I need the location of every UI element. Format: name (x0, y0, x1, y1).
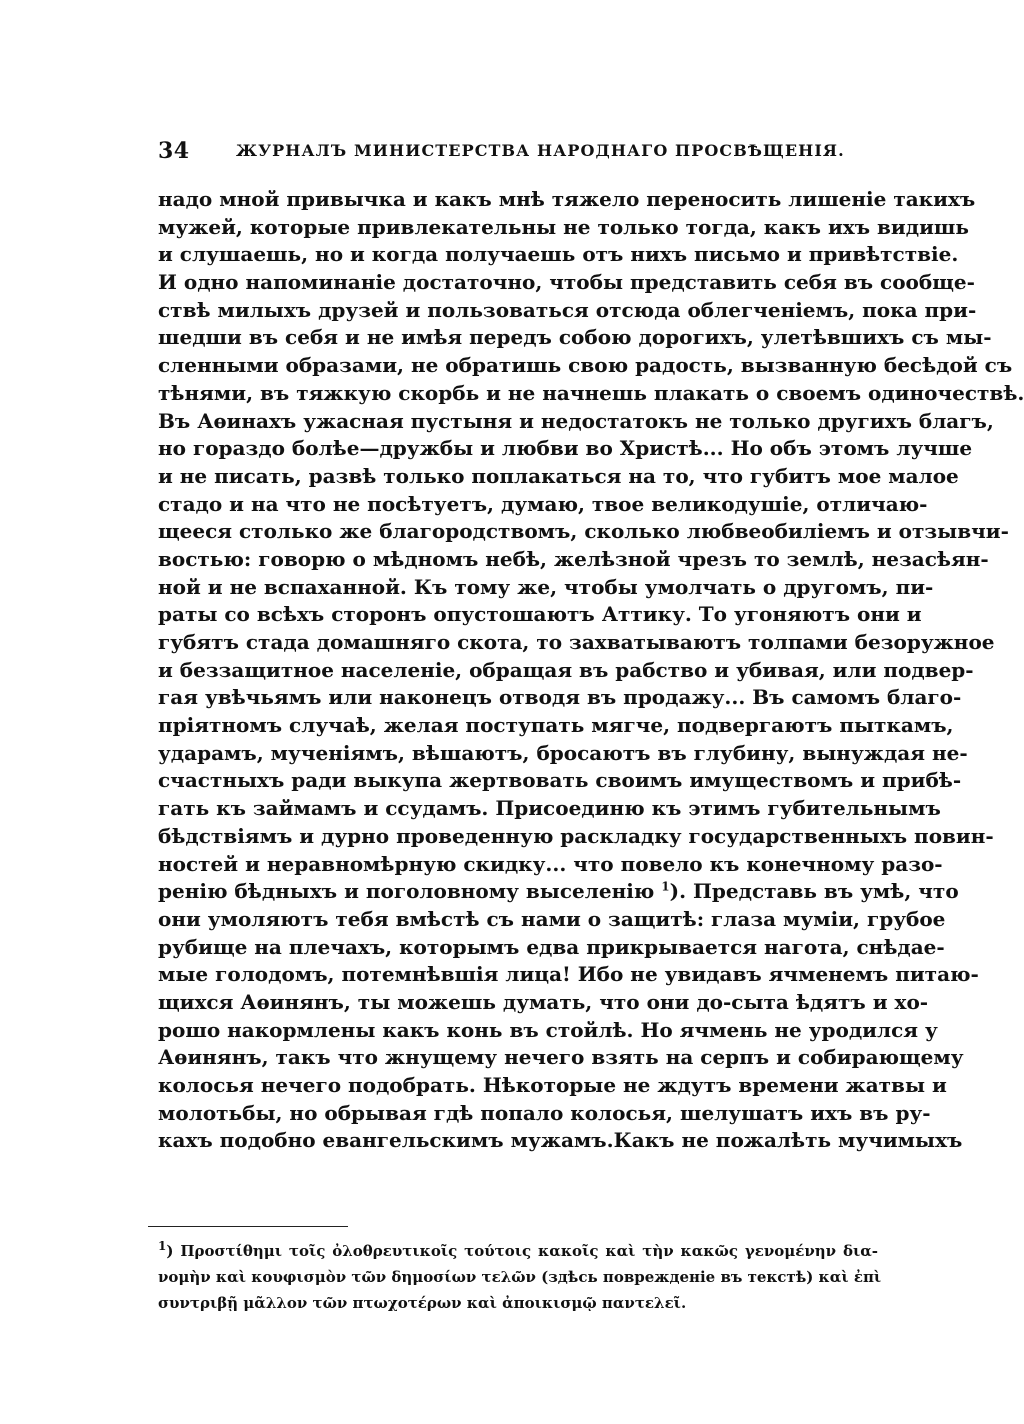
footnote (158, 1238, 882, 1316)
page-number: 34 (158, 138, 190, 164)
text-line: надо мной привычка и какъ мнѣ тяжело переносить лишеніе такихъ (158, 187, 976, 211)
text-line: мужей, которые привлекательны не только тогда, какъ ихъ видишь (158, 214, 969, 239)
text-line: рубище на плечахъ, которымъ едва прикрывается нагота, снѣдае- (158, 934, 945, 959)
text-line: бѣдствіямъ и дурно проведенную раскладку государственныхъ повин- (158, 823, 994, 848)
text-line: они умоляютъ тебя вмѣстѣ съ нами о защитѣ: глаза муміи, грубое (158, 906, 946, 931)
text-segment: ренію бѣдныхъ и поголовному выселенію (158, 879, 655, 904)
footnote-text: ) Προστίθημι τοῖς ὀλοθρευτικοῖς τούτοις κακοῖς καὶ τὴν κακῶς γενομένην δια- (166, 1242, 878, 1260)
main-text (158, 186, 1024, 1155)
text-line: Аѳинянъ, такъ что жнущему нечего взять на серпъ и собирающему (158, 1045, 964, 1070)
text-line: Въ Аѳинахъ ужасная пустыня и недостатокъ не только другихъ благъ, (158, 408, 994, 433)
footnote-line: νομὴν καὶ κουφισμὸν τῶν δημοσίων τελῶν (здѣсь поврежденіе въ текстѣ) καὶ ἐπὶ (158, 1268, 882, 1286)
footnote-line (158, 1238, 878, 1264)
text-line: раты со всѣхъ сторонъ опустошаютъ Аттику. То угоняютъ они и (158, 602, 922, 627)
text-line: гая увѣчьямъ или наконецъ отводя въ продажу... Въ самомъ благо- (158, 685, 962, 710)
text-segment: ). Представь въ умѣ, что (669, 879, 959, 904)
text-line-with-footnote-ref (158, 878, 959, 906)
text-line: и беззащитное населеніе, обращая въ рабство и убивая, или подвер- (158, 657, 974, 682)
text-line: и не писать, развѣ только поплакаться на то, что губитъ мое малое (158, 463, 959, 488)
text-line: востью: говорю о мѣдномъ небѣ, желѣзной чрезъ то землѣ, незасѣян- (158, 546, 989, 571)
text-line: щихся Аѳинянъ, ты можешь думать, что они до-сыта ѣдятъ и хо- (158, 989, 929, 1014)
text-line: ударамъ, мученіямъ, вѣшаютъ, бросаютъ въ глубину, вынуждая не- (158, 740, 968, 765)
footnote-reference: 1 (661, 879, 670, 894)
text-line: И одно напоминаніе достаточно, чтобы представить себя въ сообще- (158, 270, 975, 295)
text-line: губятъ стада домашняго скота, то захватываютъ толпами безоружное (158, 630, 995, 654)
text-line: колосья нечего подобрать. Нѣкоторые не ждутъ времени жатвы и (158, 1073, 947, 1097)
text-line: пріятномъ случаѣ, желая поступать мягче, подвергаютъ пыткамъ, (158, 713, 954, 738)
text-line: счастныхъ ради выкупа жертвовать своимъ имуществомъ и прибѣ- (158, 768, 962, 793)
text-line: стадо и на что не посѣтуетъ, думаю, твое великодушіе, отличаю- (158, 491, 928, 516)
text-line: кахъ подобно евангельскимъ мужамъ.Какъ не пожалѣть мучимыхъ (158, 1128, 963, 1153)
journal-title: ЖУРНАЛЪ МИНИСТЕРСТВА НАРОДНАГО ПРОСВѢЩЕНІЯ. (236, 141, 845, 160)
text-line: сленными образами, не обратишь свою радость, вызванную бесѣдой съ (158, 353, 1013, 378)
footnote-divider (148, 1226, 348, 1227)
footnote-line: συντριβῇ μᾶλλον τῶν πτωχοτέρων καὶ ἀποικισμῷ παντελεῖ. (158, 1294, 687, 1312)
text-line: шедши въ себя и не имѣя передъ собою дорогихъ, улетѣвшихъ съ мы- (158, 325, 992, 350)
text-line: но гораздо болѣе—дружбы и любви во Христѣ... Но объ этомъ лучше (158, 436, 973, 461)
text-line: и слушаешь, но и когда получаешь отъ нихъ письмо и привѣтствіе. (158, 242, 959, 267)
text-line: гать къ займамъ и ссудамъ. Присоединю къ этимъ губительнымъ (158, 796, 941, 821)
text-line: ствѣ милыхъ друзей и пользоваться отсюда облегченіемъ, пока при- (158, 297, 977, 322)
footnote-marker: 1 (158, 1239, 167, 1253)
text-line: щееся столько же благородствомъ, сколько любвеобиліемъ и отзывчи- (158, 519, 1009, 544)
text-line: тѣнями, въ тяжкую скорбь и не начнешь плакать о своемъ одиночествѣ. (158, 380, 1024, 405)
running-header (158, 138, 878, 168)
text-line: ной и не вспаханной. Къ тому же, чтобы умолчать о другомъ, пи- (158, 574, 934, 599)
text-line: ностей и неравномѣрную скидку... что повело къ конечному разо- (158, 851, 943, 876)
text-line: мые голодомъ, потемнѣвшія лица! Ибо не увидавъ ячменемъ питаю- (158, 962, 979, 987)
text-line: рошо накормлены какъ конь въ стойлѣ. Но ячмень не уродился у (158, 1017, 938, 1042)
text-line: молотьбы, но обрывая гдѣ попало колосья, шелушатъ ихъ въ ру- (158, 1100, 931, 1125)
